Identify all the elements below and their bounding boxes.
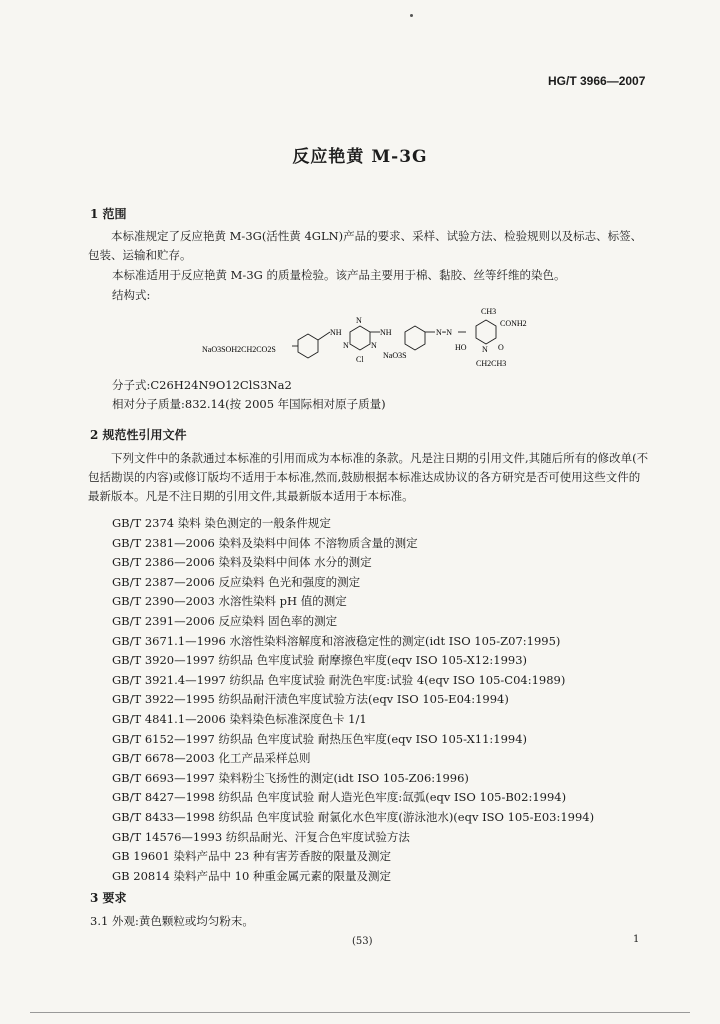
page-number: 1 <box>633 934 640 945</box>
section-3-heading: 3 要求 <box>90 891 127 905</box>
sulfonyl-group: NaO3SOH2CH2CO2S <box>202 345 276 354</box>
reference-item: GB/T 2386—2006 染料及染料中间体 水分的测定 <box>112 555 372 570</box>
scan-speck <box>410 14 413 17</box>
molecular-mass: 相对分子质量:832.14(按 2005 年国际相对原子质量) <box>112 397 386 411</box>
reference-item: GB/T 3920—1997 纺织品 色牢度试验 耐摩擦色牢度(eqv ISO 105-X12:1993) <box>112 653 528 668</box>
page-title: 反应艳黄 M-3G <box>292 147 428 167</box>
ethyl-label: CH2CH3 <box>476 359 507 368</box>
ring-n-label: N <box>482 345 488 354</box>
structure-label: 结构式: <box>112 288 151 302</box>
scan-artifact-line <box>30 1012 690 1013</box>
reference-item: GB/T 2391—2006 反应染料 固色率的测定 <box>112 613 338 628</box>
section-2-heading: 2 规范性引用文件 <box>90 428 187 442</box>
standard-code: HG/T 3966—2007 <box>548 74 646 88</box>
scope-paragraph: 本标准规定了反应艳黄 M-3G(活性黄 4GLN)产品的要求、采样、试验方法、检验规则以及标志、标签、包装、运输和贮存。 <box>88 229 643 262</box>
reference-item: GB/T 4841.1—2006 染料染色标准深度色卡 1/1 <box>112 711 367 726</box>
reference-item: GB 19601 染料产品中 23 种有害芳香胺的限量及测定 <box>112 849 391 864</box>
azo-label: N=N <box>436 328 453 337</box>
reference-item: GB/T 8433—1998 纺织品 色牢度试验 耐氯化水色牢度(游泳池水)(eqv ISO 105-E03:1994) <box>112 809 595 824</box>
reference-item: GB/T 6693—1997 染料粉尘飞扬性的测定(idt ISO 105-Z06:1996) <box>112 770 469 785</box>
methyl-label: CH3 <box>481 307 497 316</box>
triazine-n-right: N <box>371 341 377 350</box>
oxo-label: O <box>498 343 504 352</box>
amide-label: CONH2 <box>500 319 527 328</box>
hydroxy-label: HO <box>455 343 467 352</box>
reference-item: GB/T 6152—1997 纺织品 色牢度试验 耐热压色牢度(eqv ISO 105-X11:1994) <box>112 731 528 746</box>
triazine-n-left: N <box>343 341 349 350</box>
nh-right: NH <box>380 328 392 337</box>
reference-item: GB/T 3922—1995 纺织品耐汗渍色牢度试验方法(eqv ISO 105-E04:1994) <box>112 692 509 707</box>
reference-item: GB/T 2390—2003 水溶性染料 pH 值的测定 <box>112 594 347 609</box>
section-1-heading: 1 范围 <box>90 207 127 221</box>
references-intro: 下列文件中的条款通过本标准的引用而成为本标准的条款。凡是注日期的引用文件,其随后所有的修改单(不包括勘误的内容)或修订版均不适用于本标准,然而,鼓励根据本标准达成协议的各方研究是否可使用这些文件的最新版本。凡是不注日期的引用文件,其最新版本适用于本标准。 <box>88 451 649 503</box>
sulfonate-label: NaO3S <box>383 351 407 360</box>
molecular-formula: 分子式:C26H24N9O12ClS3Na2 <box>112 378 292 392</box>
reference-item: GB/T 2387—2006 反应染料 色光和强度的测定 <box>112 574 361 589</box>
reference-item: GB/T 14576—1993 纺织品耐光、汗复合色牢度试验方法 <box>112 829 410 844</box>
reference-item: GB/T 3921.4—1997 纺织品 色牢度试验 耐洗色牢度:试验 4(eqv ISO 105-C04:1989) <box>112 672 566 687</box>
reference-list <box>112 514 594 886</box>
nh-left: NH <box>330 328 342 337</box>
reference-item: GB/T 8427—1998 纺织品 色牢度试验 耐人造光色牢度:氙弧(eqv ISO 105-B02:1994) <box>112 790 567 805</box>
scope-applicability: 本标准适用于反应艳黄 M-3G 的质量检验。该产品主要用于棉、黏胶、丝等纤维的染色。 <box>112 268 566 282</box>
appearance-requirement: 3.1 外观:黄色颗粒或均匀粉末。 <box>90 914 254 928</box>
structural-formula <box>200 302 560 372</box>
triazine-n-top: N <box>356 316 362 325</box>
page-code: (53) <box>352 936 373 947</box>
reference-item: GB/T 2374 染料 染色测定的一般条件规定 <box>112 516 331 530</box>
reference-item: GB/T 3671.1—1996 水溶性染料溶解度和溶液稳定性的测定(idt ISO 105-Z07:1995) <box>112 633 561 648</box>
reference-item: GB 20814 染料产品中 10 种重金属元素的限量及测定 <box>112 868 391 883</box>
reference-item: GB/T 2381—2006 染料及染料中间体 不溶物质含量的测定 <box>112 535 418 550</box>
reference-item: GB/T 6678—2003 化工产品采样总则 <box>112 751 311 766</box>
chloro-label: Cl <box>356 355 364 364</box>
